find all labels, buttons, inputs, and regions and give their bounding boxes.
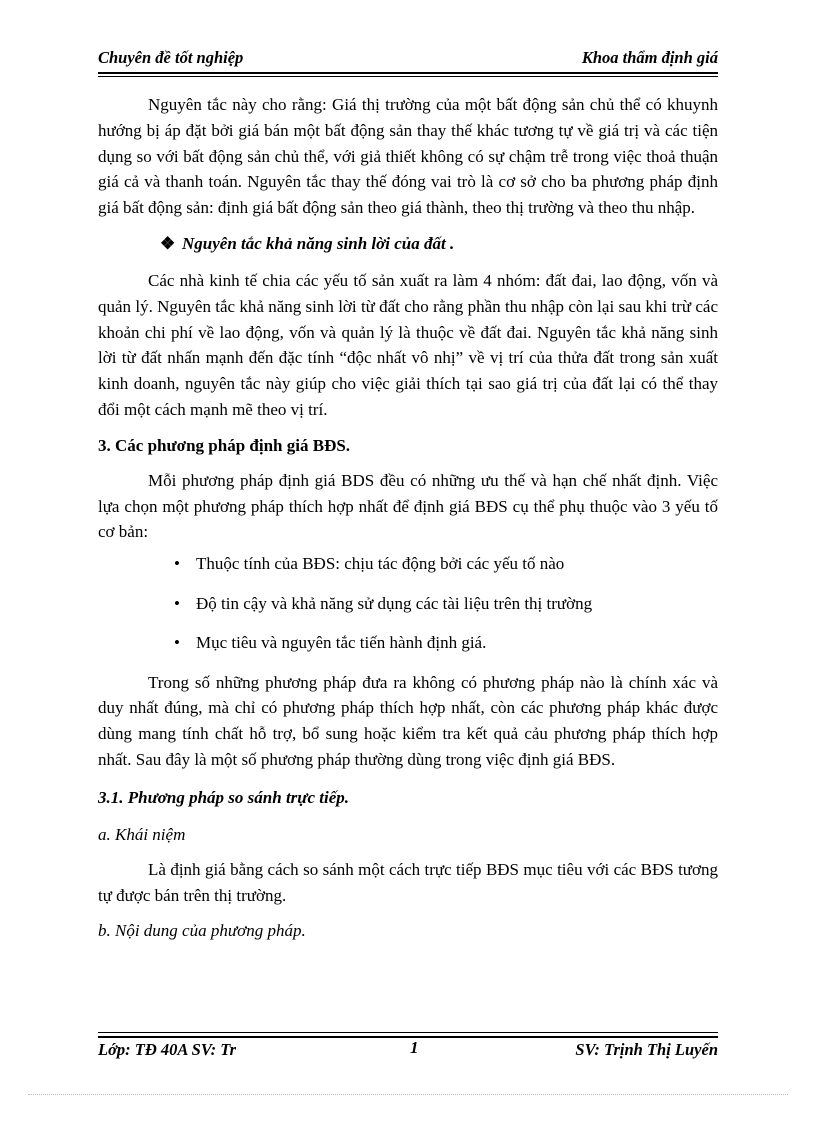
header-right-text: Khoa thẩm định giá xyxy=(581,48,718,67)
list-item xyxy=(98,551,718,576)
paragraph-land-profitability: Các nhà kinh tế chia các yếu tố sản xuất ra làm 4 nhóm: đất đai, lao động, vốn và quản lý. Nguyên tắc khả năng sinh lời từ đất cho rằng phần thu nhập còn lại sau khi trừ các khoản chi phí về lao động, vốn và quản lý là thuộc về đất đai. Nguyên tắc khả năng sinh lời từ đất nhấn mạnh đến đặc tính “độc nhất vô nhị” về vị trí của thửa đất trong sản xuất kinh doanh, nguyên tắc này giúp cho việc giải thích tại sao giá trị của đất lại có thể thay đổi một cách mạnh mẽ theo vị trí. xyxy=(98,270,718,419)
principle-heading xyxy=(98,231,718,256)
bullet-dot-icon: • xyxy=(174,593,180,613)
footer-rule-thin xyxy=(98,1032,718,1033)
paragraph-substitution-principle: Nguyên tắc này cho rằng: Giá thị trường của một bất động sản chủ thể có khuynh hướng bị áp đặt bởi giá bán một bất động sản thay thế khác tương tự về giá trị và các tiện dụng so với bất động sản chủ thể, với giả thiết không có sự chậm trễ trong việc thoả thuận giá cả và thanh toán. Nguyên tắc thay thế đóng vai trò là cơ sở cho ba phương pháp định giá bất động sản: định giá bất động sản theo giá thành, theo thị trường và theo thu nhập. xyxy=(98,95,718,218)
header-rule-thin xyxy=(98,76,718,77)
factors-list xyxy=(98,551,718,655)
list-item-text: Thuộc tính của BĐS: chịu tác động bởi các yếu tố nào xyxy=(196,554,565,574)
page-number: 1 xyxy=(410,1038,419,1057)
diamond-bullet-icon: ❖ xyxy=(160,233,176,253)
paragraph-definition: Là định giá bằng cách so sánh một cách trực tiếp BĐS mục tiêu với các BĐS tương tự được bán trên thị trường. xyxy=(98,859,718,905)
bullet-dot-icon: • xyxy=(174,554,180,574)
subheading-b: b. Nội dung của phương pháp. xyxy=(98,921,306,941)
bullet-dot-icon: • xyxy=(174,633,180,653)
footer-class-text: Lớp: TĐ 40A SV: Tr xyxy=(98,1040,237,1059)
principle-heading-text: Nguyên tắc khả năng sinh lời của đất . xyxy=(182,233,455,253)
list-item xyxy=(98,591,718,616)
page-bottom-border xyxy=(28,1094,788,1095)
section-heading-3-1: 3.1. Phương pháp so sánh trực tiếp. xyxy=(98,787,350,807)
list-item-text: Độ tin cậy và khả năng sử dụng các tài liệu trên thị trường xyxy=(196,593,593,613)
footer-rule xyxy=(98,1036,718,1038)
list-item-text: Mục tiêu và nguyên tắc tiến hành định giá. xyxy=(196,633,487,653)
paragraph-methods-intro: Mỗi phương pháp định giá BDS đều có những ưu thế và hạn chế nhất định. Việc lựa chọn một phương pháp thích hợp nhất để định giá BĐS cụ thể phụ thuộc vào 3 yếu tố cơ bản: xyxy=(98,470,718,542)
header-left-text: Chuyên đề tốt nghiệp xyxy=(98,48,244,67)
page-footer xyxy=(98,1040,718,1062)
section-heading-3: 3. Các phương pháp định giá BĐS. xyxy=(98,435,351,455)
list-item xyxy=(98,630,718,655)
paragraph-no-single-method: Trong số những phương pháp đưa ra không có phương pháp nào là chính xác và duy nhất đúng, mà chỉ có phương pháp thích hợp nhất, còn các phương pháp khác được dùng mang tính chất hỗ trợ, bổ sung hoặc kiểm tra kết quả cảu phương pháp thích hợp nhất. Sau đây là một số phương pháp thường dùng trong việc định giá BĐS. xyxy=(98,672,718,770)
footer-student-text: SV: Trịnh Thị Luyến xyxy=(575,1040,718,1059)
subheading-a: a. Khái niệm xyxy=(98,824,186,844)
page-header xyxy=(98,48,718,70)
page-body xyxy=(98,92,718,953)
header-rule xyxy=(98,72,718,74)
